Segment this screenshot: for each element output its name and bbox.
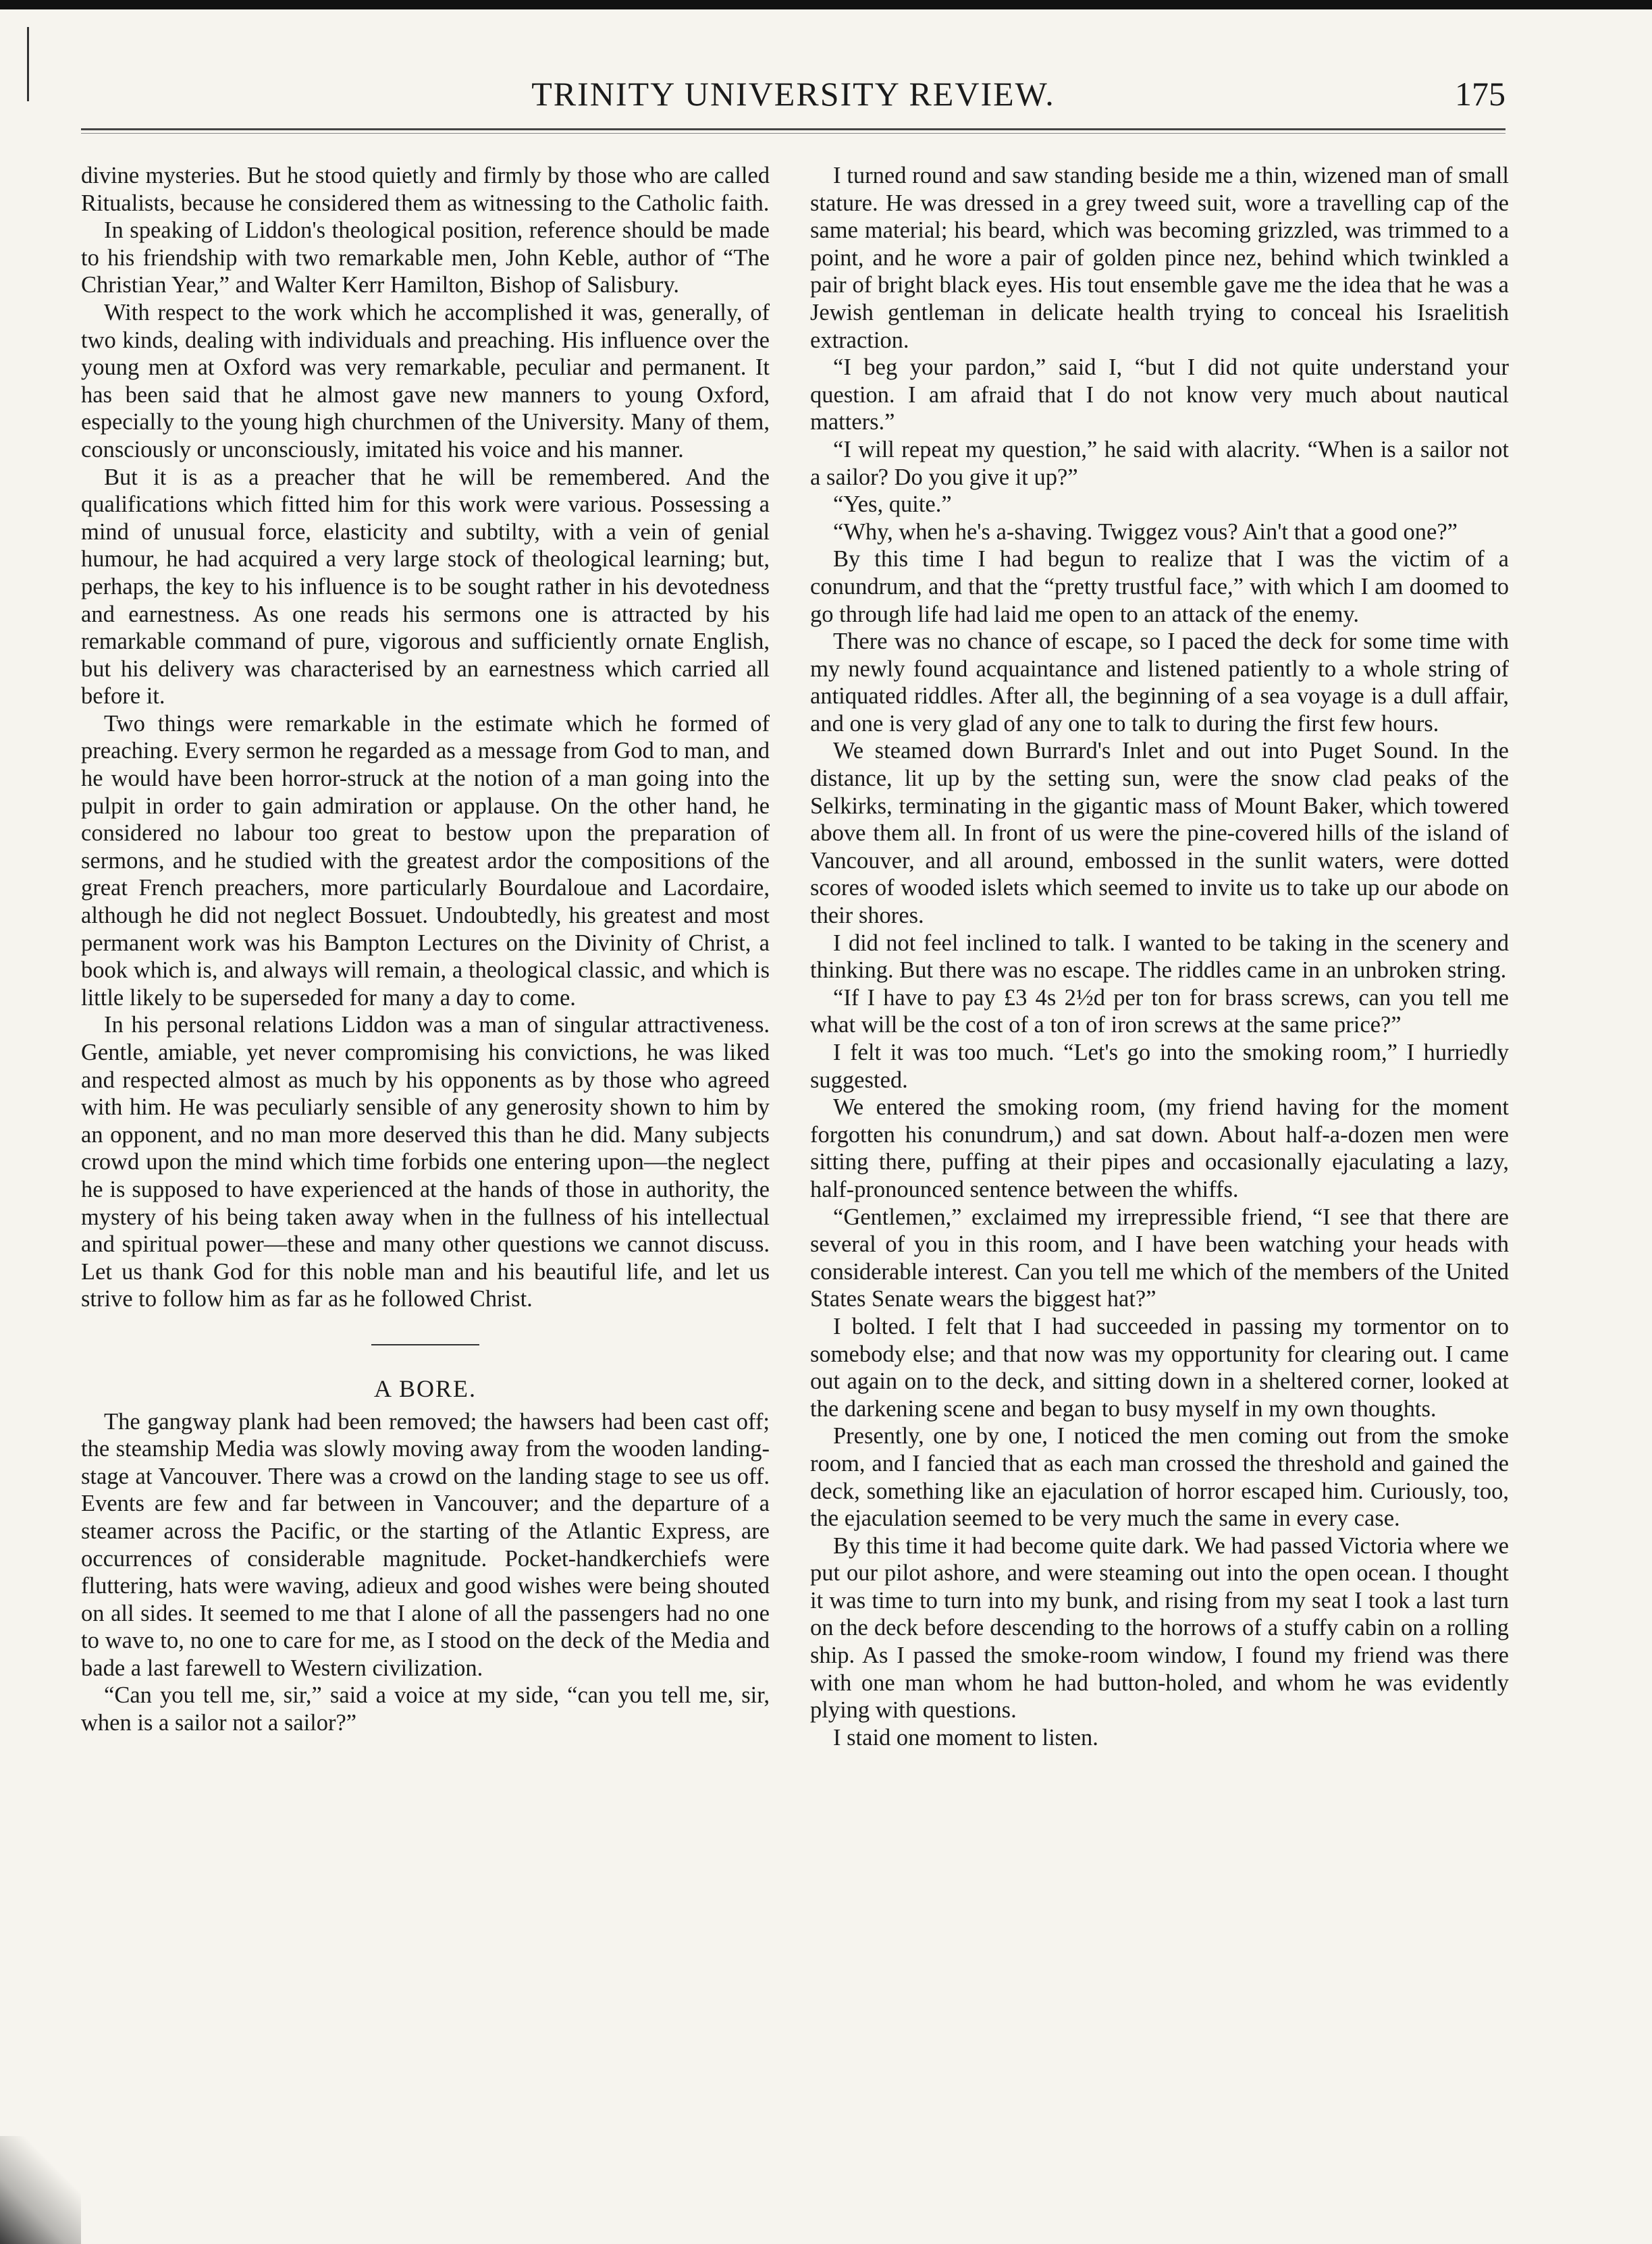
article-paragraph: Two things were remarkable in the estimate which he formed of preaching. Every sermon he regarded as a message from God to man, and he would have been horror-struck at the notion of a man going into the pulpit in order to gain admiration or applause. On the other hand, he considered no labour too great to bestow upon the preparation of sermons, and he studied with the greatest ardor the compositions of the great French preachers, more particularly Bourdaloue and Lacordaire, although he did not neglect Bossuet. Undoubtedly, his greatest and most permanent work was his Bampton Lectures on the Divinity of Christ, a book which is, and always will remain, a theological classic, and which is little likely to be superseded for many a day to come. (81, 710, 770, 1011)
story-paragraph: I bolted. I felt that I had succeeded in passing my tormentor on to somebody else; and that now was my opportunity for clearing out. I came out again on to the deck, and sitting down in a sheltered corner, looked at the darkening scene and began to busy myself in my own thoughts. (810, 1313, 1509, 1422)
article-paragraph: In speaking of Liddon's theological position, reference should be made to his friendship with two remarkable men, John Keble, author of “The Christian Year,” and Walter Kerr Hamilton, Bishop of Salisbury. (81, 217, 770, 298)
article-paragraph: divine mysteries. But he stood quietly and firmly by those who are called Ritualists, because he considered them as witnessing to the Catholic faith. (81, 163, 770, 216)
page-number: 175 (1455, 75, 1506, 113)
story-paragraph: “I beg your pardon,” said I, “but I did not quite understand your question. I am afraid that I do not know very much about nautical matters.” (810, 354, 1509, 435)
story-paragraph: “I will repeat my question,” he said with alacrity. “When is a sailor not a sailor? Do you give it up?” (810, 436, 1509, 490)
scan-shadow (0, 2136, 81, 2244)
story-paragraph: I felt it was too much. “Let's go into the smoking room,” I hurriedly suggested. (810, 1040, 1509, 1093)
story-paragraph: There was no chance of escape, so I paced the deck for some time with my newly found acquaintance and listened patiently to a whole string of antiquated riddles. After all, the beginning of a sea voyage is a dull affair, and one is very glad of any one to talk to during the first few hours. (810, 629, 1509, 737)
article-paragraph: In his personal relations Liddon was a man of singular attractiveness. Gentle, amiable, yet never compromising his convictions, he was liked and respected almost as much by his opponents as by those who agreed with him. He was peculiarly sensible of any generosity shown to him by an opponent, and no man more deserved this than he did. Many subjects crowd upon the mind which time forbids one entering upon—the neglect he is supposed to have experienced at the hands of those in authority, the mystery of his being taken away when in the fullness of his intellectual and spiritual power—these and many other questions we cannot discuss. Let us thank God for this noble man and his beautiful life, and let us strive to follow him as far as he followed Christ. (81, 1012, 770, 1312)
right-column (810, 162, 1509, 1751)
story-paragraph: “Gentlemen,” exclaimed my irrepressible friend, “I see that there are several of you in this room, and I have been watching your heads with considerable interest. Can you tell me which of the members of the United States Senate wears the biggest hat?” (810, 1204, 1509, 1312)
header-rule (81, 128, 1506, 130)
story-paragraph: Presently, one by one, I noticed the men coming out from the smoke room, and I fancied that as each man crossed the threshold and gained the deck, something like an ejaculation of horror escaped him. Curiously, too, the ejaculation seemed to be very much the same in every case. (810, 1423, 1509, 1532)
header-rule-thin (81, 133, 1506, 134)
story-paragraph: “Yes, quite.” (833, 491, 952, 518)
journal-title: TRINITY UNIVERSITY REVIEW. (531, 75, 1055, 113)
page-header (81, 74, 1506, 122)
story-paragraph: “Can you tell me, sir,” said a voice at my side, “can you tell me, sir, when is a sailor not a sailor?” (81, 1682, 770, 1736)
story-paragraph: The gangway plank had been removed; the hawsers had been cast off; the steamship Media was slowly moving away from the wooden landing-stage at Vancouver. There was a crowd on the landing stage to see us off. Events are few and far between in Vancouver; and the departure of a steamer across the Pacific, or the starting of the Atlantic Express, are occurrences of considerable magnitude. Pocket-handkerchiefs were fluttering, hats were waving, adieux and good wishes were being shouted on all sides. It seemed to me that I alone of all the passengers had no one to wave to, no one to care for me, as I stood on the deck of the Media and bade a last farewell to Western civilization. (81, 1408, 770, 1681)
binding-mark (27, 27, 29, 101)
story-paragraph: I did not feel inclined to talk. I wanted to be taking in the scenery and thinking. But there was no escape. The riddles came in an unbroken string. (810, 930, 1509, 984)
story-title: A BORE. (373, 1374, 477, 1402)
story-paragraph: By this time it had become quite dark. We had passed Victoria where we put our pilot ashore, and were steaming out into the open ocean. I thought it was time to turn into my bunk, and rising from my seat I took a last turn on the deck before descending to the horrows of a stuffy cabin on a rolling ship. As I passed the smoke-room window, I found my friend was there with one man whom he had button-holed, and whom he was evidently plying with questions. (810, 1532, 1509, 1724)
story-paragraph: We steamed down Burrard's Inlet and out into Puget Sound. In the distance, lit up by the setting sun, were the snow clad peaks of the Selkirks, terminating in the gigantic mass of Mount Baker, which towered above them all. In front of us were the pine-covered hills of the island of Vancouver, and all around, embossed in the sunlit waters, were dotted scores of wooded islets which seemed to invite us to take up our abode on their shores. (810, 738, 1509, 929)
left-column (81, 162, 770, 1737)
article-paragraph: With respect to the work which he accomplished it was, generally, of two kinds, dealing with individuals and preaching. His influence over the young men at Oxford was very remarkable, peculiar and permanent. It has been said that he almost gave new manners to young Oxford, especially to the young high churchmen of the University. Many of them, consciously or unconsciously, imitated his voice and his manner. (81, 299, 770, 462)
story-paragraph: I staid one moment to listen. (833, 1724, 1098, 1751)
story-paragraph: “Why, when he's a-shaving. Twiggez vous? Ain't that a good one?” (833, 518, 1458, 545)
story-paragraph: I turned round and saw standing beside me a thin, wizened man of small stature. He was dressed in a grey tweed suit, wore a travelling cap of the same material; his beard, which was becoming grizzled, was trimmed to a point, and he wore a pair of golden pince nez, behind which twinkled a pair of bright black eyes. His tout ensemble gave me the idea that he was a Jewish gentleman in delicate health trying to conceal his Israelitish extraction. (810, 163, 1509, 353)
story-paragraph: “If I have to pay £3 4s 2½d per ton for brass screws, can you tell me what will be the cost of a ton of iron screws at the same price?” (810, 984, 1509, 1038)
story-paragraph: By this time I had begun to realize that I was the victim of a conundrum, and that the “pretty trustful face,” with which I am doomed to go through life had laid me open to an attack of the enemy. (810, 546, 1509, 627)
section-divider (371, 1344, 479, 1345)
story-paragraph: We entered the smoking room, (my friend having for the moment forgotten his conundrum,) and sat down. About half-a-dozen men were sitting there, puffing at their pipes and occasionally ejaculating a lazy, half-pronounced sentence between the whiffs. (810, 1094, 1509, 1202)
article-paragraph: But it is as a preacher that he will be remembered. And the qualifications which fitted him for this work were various. Possessing a mind of unusual force, elasticity and subtilty, with a vein of genial humour, he had acquired a very large stock of theological learning; but, perhaps, the key to his influence is to be sought rather in his devotedness and earnestness. As one reads his sermons one is attracted by his remarkable command of pure, vigorous and sufficiently ornate English, but his delivery was characterised by an earnestness which carried all before it. (81, 464, 770, 710)
top-border-rule (0, 0, 1652, 9)
